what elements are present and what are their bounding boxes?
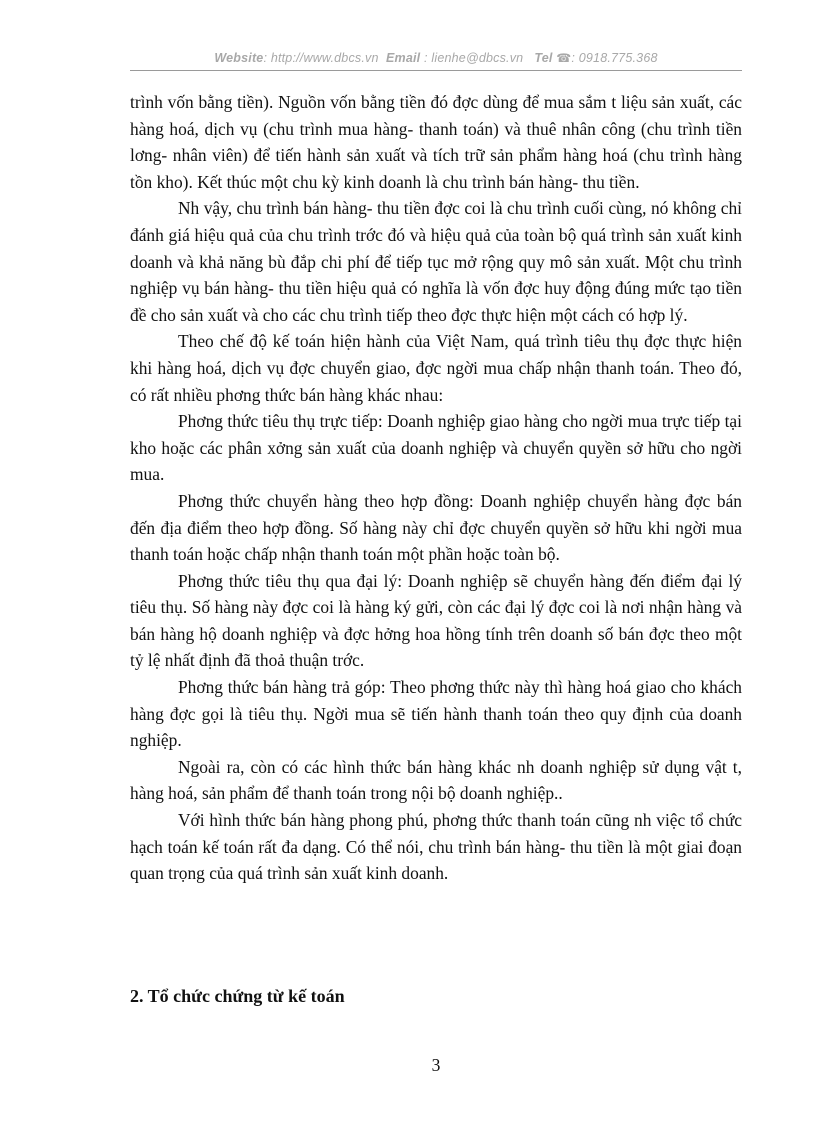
paragraph: trình vốn bằng tiền). Nguồn vốn bằng tiền đó đợc dùng để mua sắm t liệu sản xuất, các hàng hoá, dịch vụ (chu trình mua hàng- thanh toán) và thuê nhân công (chu trình tiền lơng- nhân viên) để tiến hành sản xuất và tích trữ sản phẩm hàng hoá (chu trình hàng tồn kho). Kết thúc một chu kỳ kinh doanh là chu trình bán hàng- thu tiền. xyxy=(130,92,742,192)
tel-label: Tel xyxy=(534,51,553,65)
document-body xyxy=(130,89,742,887)
paragraph: Phơng thức tiêu thụ trực tiếp: Doanh nghiệp giao hàng cho ngời mua trực tiếp tại kho hoặc các phân xởng sản xuất của doanh nghiệp và chuyển quyền sở hữu cho ngời mua. xyxy=(130,411,742,485)
paragraph: Phơng thức tiêu thụ qua đại lý: Doanh nghiệp sẽ chuyển hàng đến điểm đại lý tiêu thụ. Số hàng này đợc coi là hàng ký gửi, còn các đại lý đợc coi là nơi nhận hàng và bán hàng hộ doanh nghiệp và đợc hởng hoa hồng tính trên doanh số bán đợc theo một tỷ lệ nhất định đã thoả thuận trớc. xyxy=(130,570,742,671)
section-heading: 2. Tổ chức chứng từ kế toán xyxy=(130,986,345,1006)
page-number: 3 xyxy=(431,1055,441,1075)
page-header xyxy=(130,51,742,65)
email-address: : lienhe@dbcs.vn xyxy=(424,51,524,65)
paragraph: Theo chế độ kế toán hiện hành của Việt Nam, quá trình tiêu thụ đợc thực hiện khi hàng hoá, dịch vụ đợc chuyển giao, đợc ngời mua chấp nhận thanh toán. Theo đó, có rất nhiều phơng thức bán hàng khác nhau: xyxy=(130,331,742,405)
paragraph: Ngoài ra, còn có các hình thức bán hàng khác nh doanh nghiệp sử dụng vật t, hàng hoá, sản phẩm để thanh toán trong nội bộ doanh nghiệp.. xyxy=(130,756,742,804)
phone-icon: ☎ xyxy=(556,51,572,65)
paragraph: Nh vậy, chu trình bán hàng- thu tiền đợc coi là chu trình cuối cùng, nó không chỉ đánh giá hiệu quả của chu trình trớc đó và hiệu quả của toàn bộ quá trình sản xuất kinh doanh và khả năng bù đắp chi phí để tiếp tục mở rộng quy mô sản xuất. Một chu trình nghiệp vụ bán hàng- thu tiền hiệu quả có nghĩa là vốn đợc huy động đúng mức tạo tiền đề cho sản xuất và cho các chu trình tiếp theo đợc thực hiện một cách có hợp lý. xyxy=(130,198,742,325)
email-label: Email xyxy=(386,51,421,65)
paragraph: Phơng thức bán hàng trả góp: Theo phơng thức này thì hàng hoá giao cho khách hàng đợc gọi là tiêu thụ. Ngời mua sẽ tiến hành thanh toán theo quy định của doanh nghiệp. xyxy=(130,677,742,751)
website-label: Website xyxy=(214,51,264,65)
paragraph: Với hình thức bán hàng phong phú, phơng thức thanh toán cũng nh việc tổ chức hạch toán kế toán rất đa dạng. Có thể nói, chu trình bán hàng- thu tiền là một giai đoạn quan trọng của quá trình sản xuất kinh doanh. xyxy=(130,810,742,884)
website-url: : http://www.dbcs.vn xyxy=(263,51,379,65)
phone-number: : 0918.775.368 xyxy=(571,51,658,65)
header-divider xyxy=(130,70,742,71)
paragraph: Phơng thức chuyển hàng theo hợp đồng: Doanh nghiệp chuyển hàng đợc bán đến địa điểm theo hợp đồng. Số hàng này chỉ đợc chuyển quyền sở hữu khi ngời mua thanh toán hoặc chấp nhận thanh toán một phần hoặc toàn bộ. xyxy=(130,490,742,565)
